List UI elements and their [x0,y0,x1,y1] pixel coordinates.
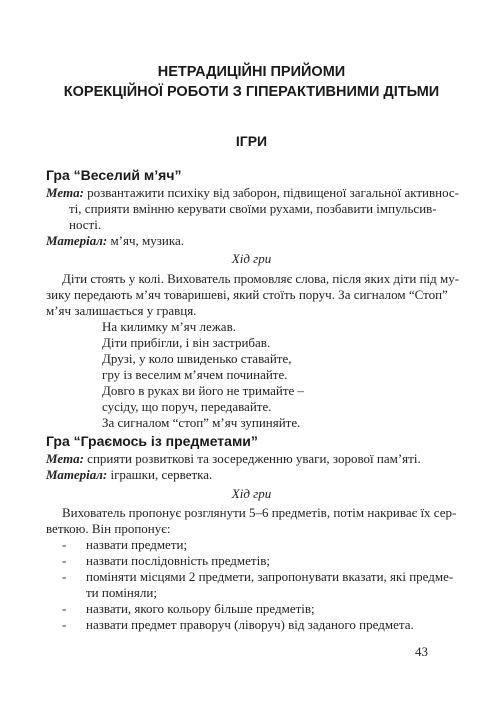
poem-line: На килимку м’яч лежав. [102,319,236,334]
poem-line: гру із веселим м’ячем починайте. [102,367,288,382]
list-dash: - [62,601,67,616]
list-item: назвати предмети; [86,537,188,552]
game-2-goal [46,451,421,467]
material-text: іграшки, серветка. [107,467,213,482]
poem-line: Друзі, у коло швиденько ставайте, [102,351,292,366]
poem-line: Довго в руках ви його не тримайте – [102,383,305,398]
list-dash: - [62,537,67,552]
goal-label: Мета: [46,451,84,466]
page-title-line-2: КОРЕКЦІЙНОЇ РОБОТИ З ГІПЕРАКТИВНИМИ ДІТЬМИ [63,84,440,100]
poem-line: сусіду, що поруч, передавайте. [102,399,272,414]
list-item: поміняти місцями 2 предмети, запропонувати вказати, які предме- [86,569,454,584]
list-dash: - [62,553,67,568]
list-dash: - [62,617,67,632]
game-1-paragraph-line-1: Діти стоять у колі. Вихователь промовляє слова, після яких діти під му- [62,271,460,286]
game-2-paragraph-line-2: веткою. Він пропонує: [46,521,171,536]
page-number: 43 [415,644,428,659]
game-1-goal [46,185,459,201]
poem-line: Діти прибігли, і він застрибав. [102,335,271,350]
goal-text-line-3: ності. [69,217,102,232]
goal-text: розвантажити психіку від заборон, підвищеної загальної активнос- [83,185,460,200]
goal-text: сприяти розвиткові та зосередженню уваги, зорової пам’яті. [83,451,421,466]
section-heading: ІГРИ [235,133,268,149]
material-text: м’яч, музика. [107,233,184,248]
list-dash: - [62,569,67,584]
material-label: Матеріал: [46,233,108,248]
list-item: назвати, якого кольору більше предметів; [86,601,315,616]
game-2-heading: Гра “Граємось із предметами” [46,433,258,449]
game-1-course-heading: Хід гри [231,251,272,266]
list-item-continuation: ти поміняли; [86,585,157,600]
list-item: назвати послідовність предметів; [86,553,270,568]
game-1-material [46,233,184,249]
game-2-material [46,467,212,483]
poem-line: За сигналом “стоп” м’яч зупиняйте. [102,415,301,430]
game-1-paragraph-line-2: зику передають м’яч товаришеві, який стоїть поруч. За сигналом “Стоп” [46,287,448,302]
game-2-paragraph-line-1: Вихователь пропонує розглянути 5–6 предметів, потім накриває їх сер- [62,505,457,520]
page-title-line-1: НЕТРАДИЦІЙНІ ПРИЙОМИ [157,64,346,80]
goal-text-line-2: ті, сприяти вмінню керувати своїми рухами, позбавити імпульсив- [69,201,437,216]
game-1-heading: Гра “Веселий м’яч” [46,167,182,183]
game-1-paragraph-line-3: м’яч залишається у гравця. [46,303,197,318]
goal-label: Мета: [46,185,84,200]
list-item: назвати предмет праворуч (ліворуч) від заданого предмета. [86,617,414,632]
material-label: Матеріал: [46,467,108,482]
game-2-course-heading: Хід гри [231,486,272,501]
